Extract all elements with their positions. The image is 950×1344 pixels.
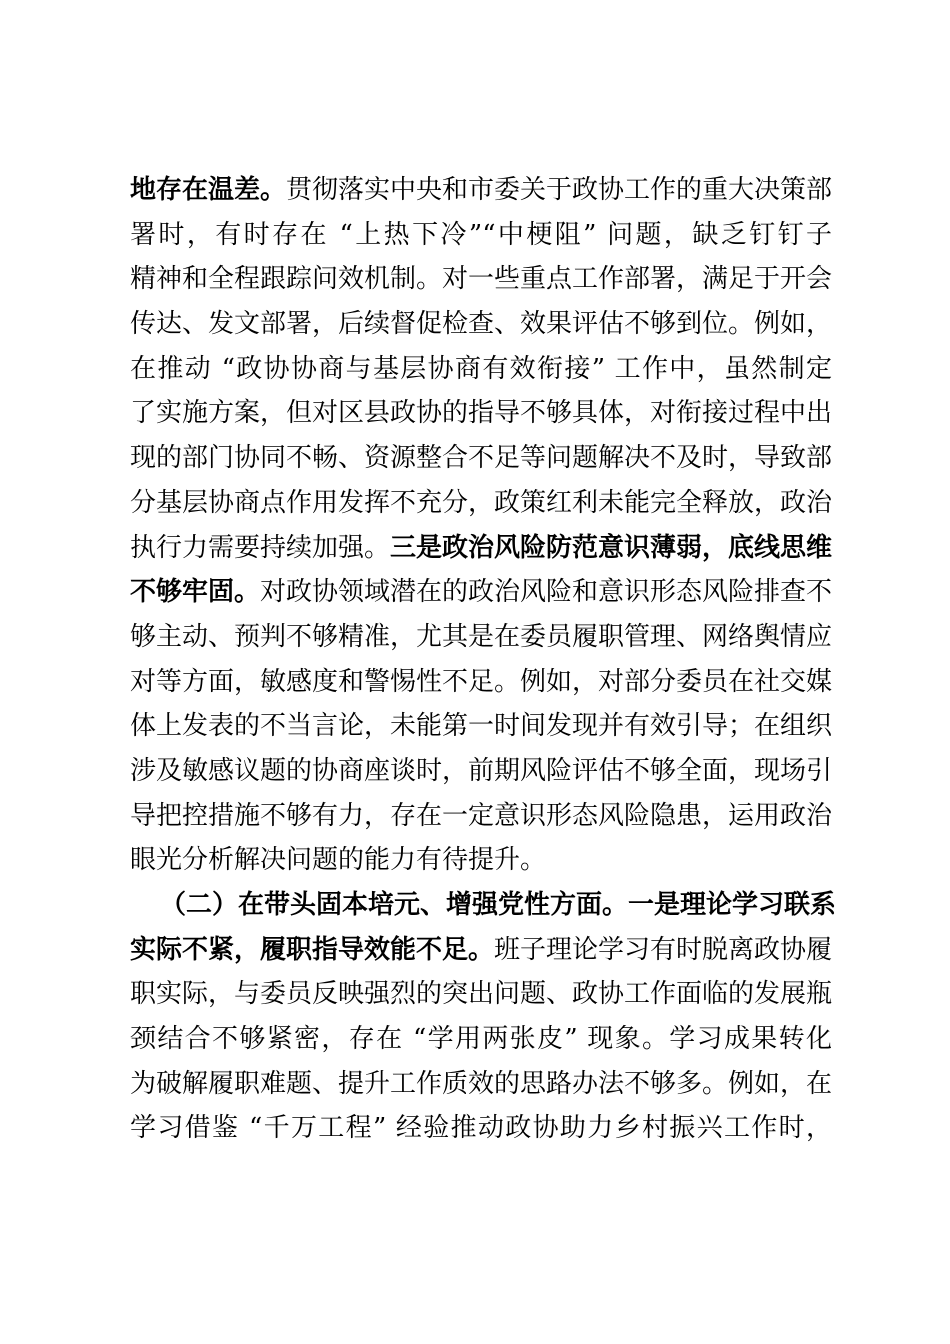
body-text-span: 体上发表的不当言论，未能第一时间发现并有效引导；在组织 <box>130 711 833 742</box>
section-heading-line <box>130 883 837 928</box>
text-line <box>130 660 832 705</box>
body-text-span: 对政协领域潜在的政治风险和意识形态风险排查不 <box>260 577 833 608</box>
text-line <box>130 704 832 749</box>
text-line <box>130 928 832 973</box>
body-text-span: 贯彻落实中央和市委关于政协工作的重大决策部 <box>286 175 833 205</box>
body-text <box>130 168 837 1151</box>
text-line <box>130 436 832 481</box>
body-text-span: 眼光分析解决问题的能力有待提升。 <box>130 845 547 876</box>
bold-heading-text: 实际不紧，履职指导效能不足。 <box>130 934 495 965</box>
body-text-span: 署时，有时存在 “上热下冷”“中梗阻” 问题，缺乏钉钉子 <box>130 219 832 250</box>
body-text-span: 颈结合不够紧密，存在 “学用两张皮” 现象。学习成果转化 <box>130 1024 832 1055</box>
text-line <box>130 1106 832 1151</box>
body-text-span: 传达、发文部署，后续督促检查、效果评估不够到位。例如， <box>130 309 833 340</box>
text-line <box>130 213 832 258</box>
text-line <box>130 972 832 1017</box>
body-text-span: 为破解履职难题、提升工作质效的思路办法不够多。例如，在 <box>130 1068 833 1099</box>
bold-heading-text: 三是政治风险防范意识薄弱，底线思维 <box>390 532 833 563</box>
text-line <box>130 257 832 302</box>
bold-heading-text: 不够牢固。 <box>130 577 261 608</box>
text-line <box>130 168 832 213</box>
body-text-span: 班子理论学习有时脱离政协履 <box>494 934 833 965</box>
section-heading: （二）在带头固本培元、增强党性方面。一是理论学习联系 <box>160 890 837 920</box>
body-text-span: 对等方面，敏感度和警惕性不足。例如，对部分委员在社交媒 <box>130 666 833 697</box>
body-text-span: 学习借鉴 “千万工程” 经验推动政协助力乡村振兴工作时， <box>130 1113 832 1144</box>
text-line <box>130 391 832 436</box>
text-line <box>130 1017 832 1062</box>
text-line <box>130 570 832 615</box>
body-text-span: 导把控措施不够有力，存在一定意识形态风险隐患，运用政治 <box>130 800 833 831</box>
text-line <box>130 526 832 571</box>
body-text-span: 分基层协商点作用发挥不充分，政策红利未能完全释放，政治 <box>130 487 833 518</box>
body-text-span: 精神和全程跟踪问效机制。对一些重点工作部署，满足于开会 <box>130 264 833 295</box>
body-text-span: 执行力需要持续加强。 <box>130 532 391 563</box>
body-text-span: 涉及敏感议题的协商座谈时，前期风险评估不够全面，现场引 <box>130 755 833 786</box>
text-line <box>130 615 832 660</box>
text-line <box>130 1062 832 1107</box>
text-line <box>130 838 832 883</box>
text-line <box>130 749 832 794</box>
body-text-span: 在推动 “政协协商与基层协商有效衔接” 工作中，虽然制定 <box>130 353 832 384</box>
bold-heading-text: 地存在温差。 <box>130 175 287 205</box>
body-text-span: 了实施方案，但对区县政协的指导不够具体，对衔接过程中出 <box>130 398 833 429</box>
text-line <box>130 794 832 839</box>
text-line <box>130 481 832 526</box>
body-text-span: 现的部门协同不畅、资源整合不足等问题解决不及时，导致部 <box>130 443 833 474</box>
body-text-span: 职实际，与委员反映强烈的突出问题、政协工作面临的发展瓶 <box>130 979 833 1010</box>
text-line <box>130 347 832 392</box>
body-text-span: 够主动、预判不够精准，尤其是在委员履职管理、网络舆情应 <box>130 621 833 652</box>
text-line <box>130 302 832 347</box>
